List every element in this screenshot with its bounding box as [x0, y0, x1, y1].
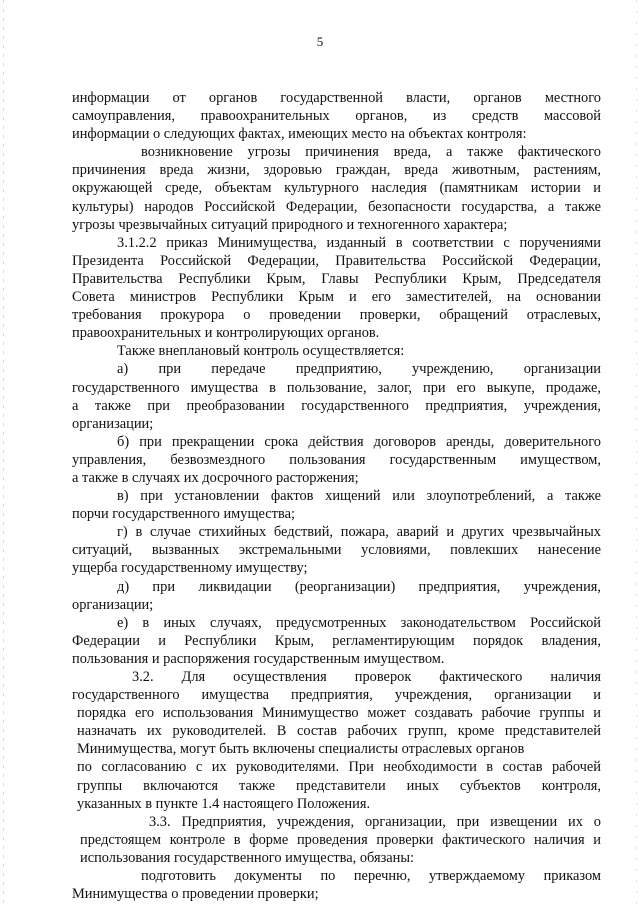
text-line: окружающей среде, объектам культурного наследия (памятникам истории и [72, 180, 601, 197]
text-line: предстоящем контроле в форме проведения проверки фактического наличия и [80, 831, 601, 848]
text-line: Совета министров Республики Крым и его заместителей, на основании [72, 289, 601, 306]
text-line: Правительства Республики Крым, Главы Республики Крым, Председателя [72, 270, 601, 287]
text-line: по согласованию с их руководителями. При необходимости в состав рабочей [77, 759, 601, 776]
text-line: организации; [72, 596, 154, 613]
document-body [72, 89, 601, 903]
text-line: а также при преобразовании государственного предприятия, учреждения, [72, 397, 601, 414]
text-line: Минимущества о проведении проверки; [72, 886, 319, 903]
scan-edge-right [636, 0, 637, 905]
text-line: возникновение угрозы причинения вреда, а также фактического [141, 144, 601, 161]
text-line: а также в случаях их досрочного расторжения; [72, 469, 359, 486]
text-line: государственного имущества предприятия, учреждения, организации и [72, 687, 601, 704]
text-line: порчи государственного имущества; [72, 506, 295, 523]
text-line: 3.2. Для осуществления проверок фактического наличия [132, 669, 601, 685]
text-line: указанных в пункте 1.4 настоящего Положения. [77, 795, 371, 812]
text-line: в) при установлении фактов хищений или злоупотреблений, а также [117, 488, 601, 505]
scan-edge-left [3, 0, 4, 905]
text-line: д) при ликвидации (реорганизации) предприятия, учреждения, [117, 578, 601, 595]
text-line: угрозы чрезвычайных ситуаций природного и техногенного характера; [72, 216, 508, 233]
text-line: е) в иных случаях, предусмотренных законодательством Российской [117, 614, 601, 631]
text-line: б) при прекращении срока действия договоров аренды, доверительного [117, 433, 601, 450]
text-line: ущерба государственному имуществу; [72, 560, 308, 577]
page-number: 5 [316, 34, 324, 49]
text-line: причинения вреда жизни, здоровью граждан, вреда животным, растениям, [72, 162, 601, 179]
text-line: информации от органов государственной власти, органов местного [72, 90, 601, 106]
text-line: государственного имущества в пользование, залог, при его выкупе, продаже, [72, 379, 601, 396]
text-line: Президента Российской Федерации, Правительства Российской Федерации, [72, 252, 601, 269]
text-line: информации о следующих фактах, имеющих место на объектах контроля: [72, 126, 527, 143]
text-line: Федерации и Республики Крым, регламентирующим порядок владения, [72, 632, 601, 649]
text-line: подготовить документы по перечню, утверждаемому приказом [141, 868, 601, 885]
text-line: группы включаются также представители иных субъектов контроля, [77, 777, 601, 794]
text-line: использования государственного имущества, обязаны: [80, 849, 415, 866]
text-line: а) при передаче предприятию, учреждению, организации [117, 361, 601, 378]
text-line: пользования и распоряжения государственным имуществом. [72, 650, 445, 667]
text-line: назначать их руководителей. В состав рабочих групп, кроме представителей [77, 723, 601, 740]
text-line: самоуправления, правоохранительных органов, из средств массовой [72, 108, 601, 125]
text-line: 3.1.2.2 приказ Минимущества, изданный в соответствии с поручениями [117, 234, 601, 251]
text-line: г) в случае стихийных бедствий, пожара, аварий и других чрезвычайных [117, 524, 601, 541]
text-line: организации; [72, 415, 154, 432]
text-line: правоохранительных и контролирующих органов. [72, 325, 380, 342]
text-line: ситуаций, вызванных экстремальными условиями, повлекших нанесение [72, 542, 601, 559]
text-line: культуры) народов Российской Федерации, безопасности государства, а также [72, 198, 601, 215]
text-line: управления, безвозмездного пользования государственным имуществом, [72, 451, 601, 468]
text-line: Также внеплановый контроль осуществляется: [117, 343, 405, 360]
text-line: требования прокурора о проведении проверки, обращений отраслевых, [72, 307, 601, 324]
text-line: порядка его использования Минимущество может создавать рабочие группы и [77, 705, 601, 722]
text-line: Минимущества, могут быть включены специалисты отраслевых органов [77, 741, 525, 758]
text-line: 3.3. Предприятия, учреждения, организации, при извещении их о [149, 813, 601, 830]
